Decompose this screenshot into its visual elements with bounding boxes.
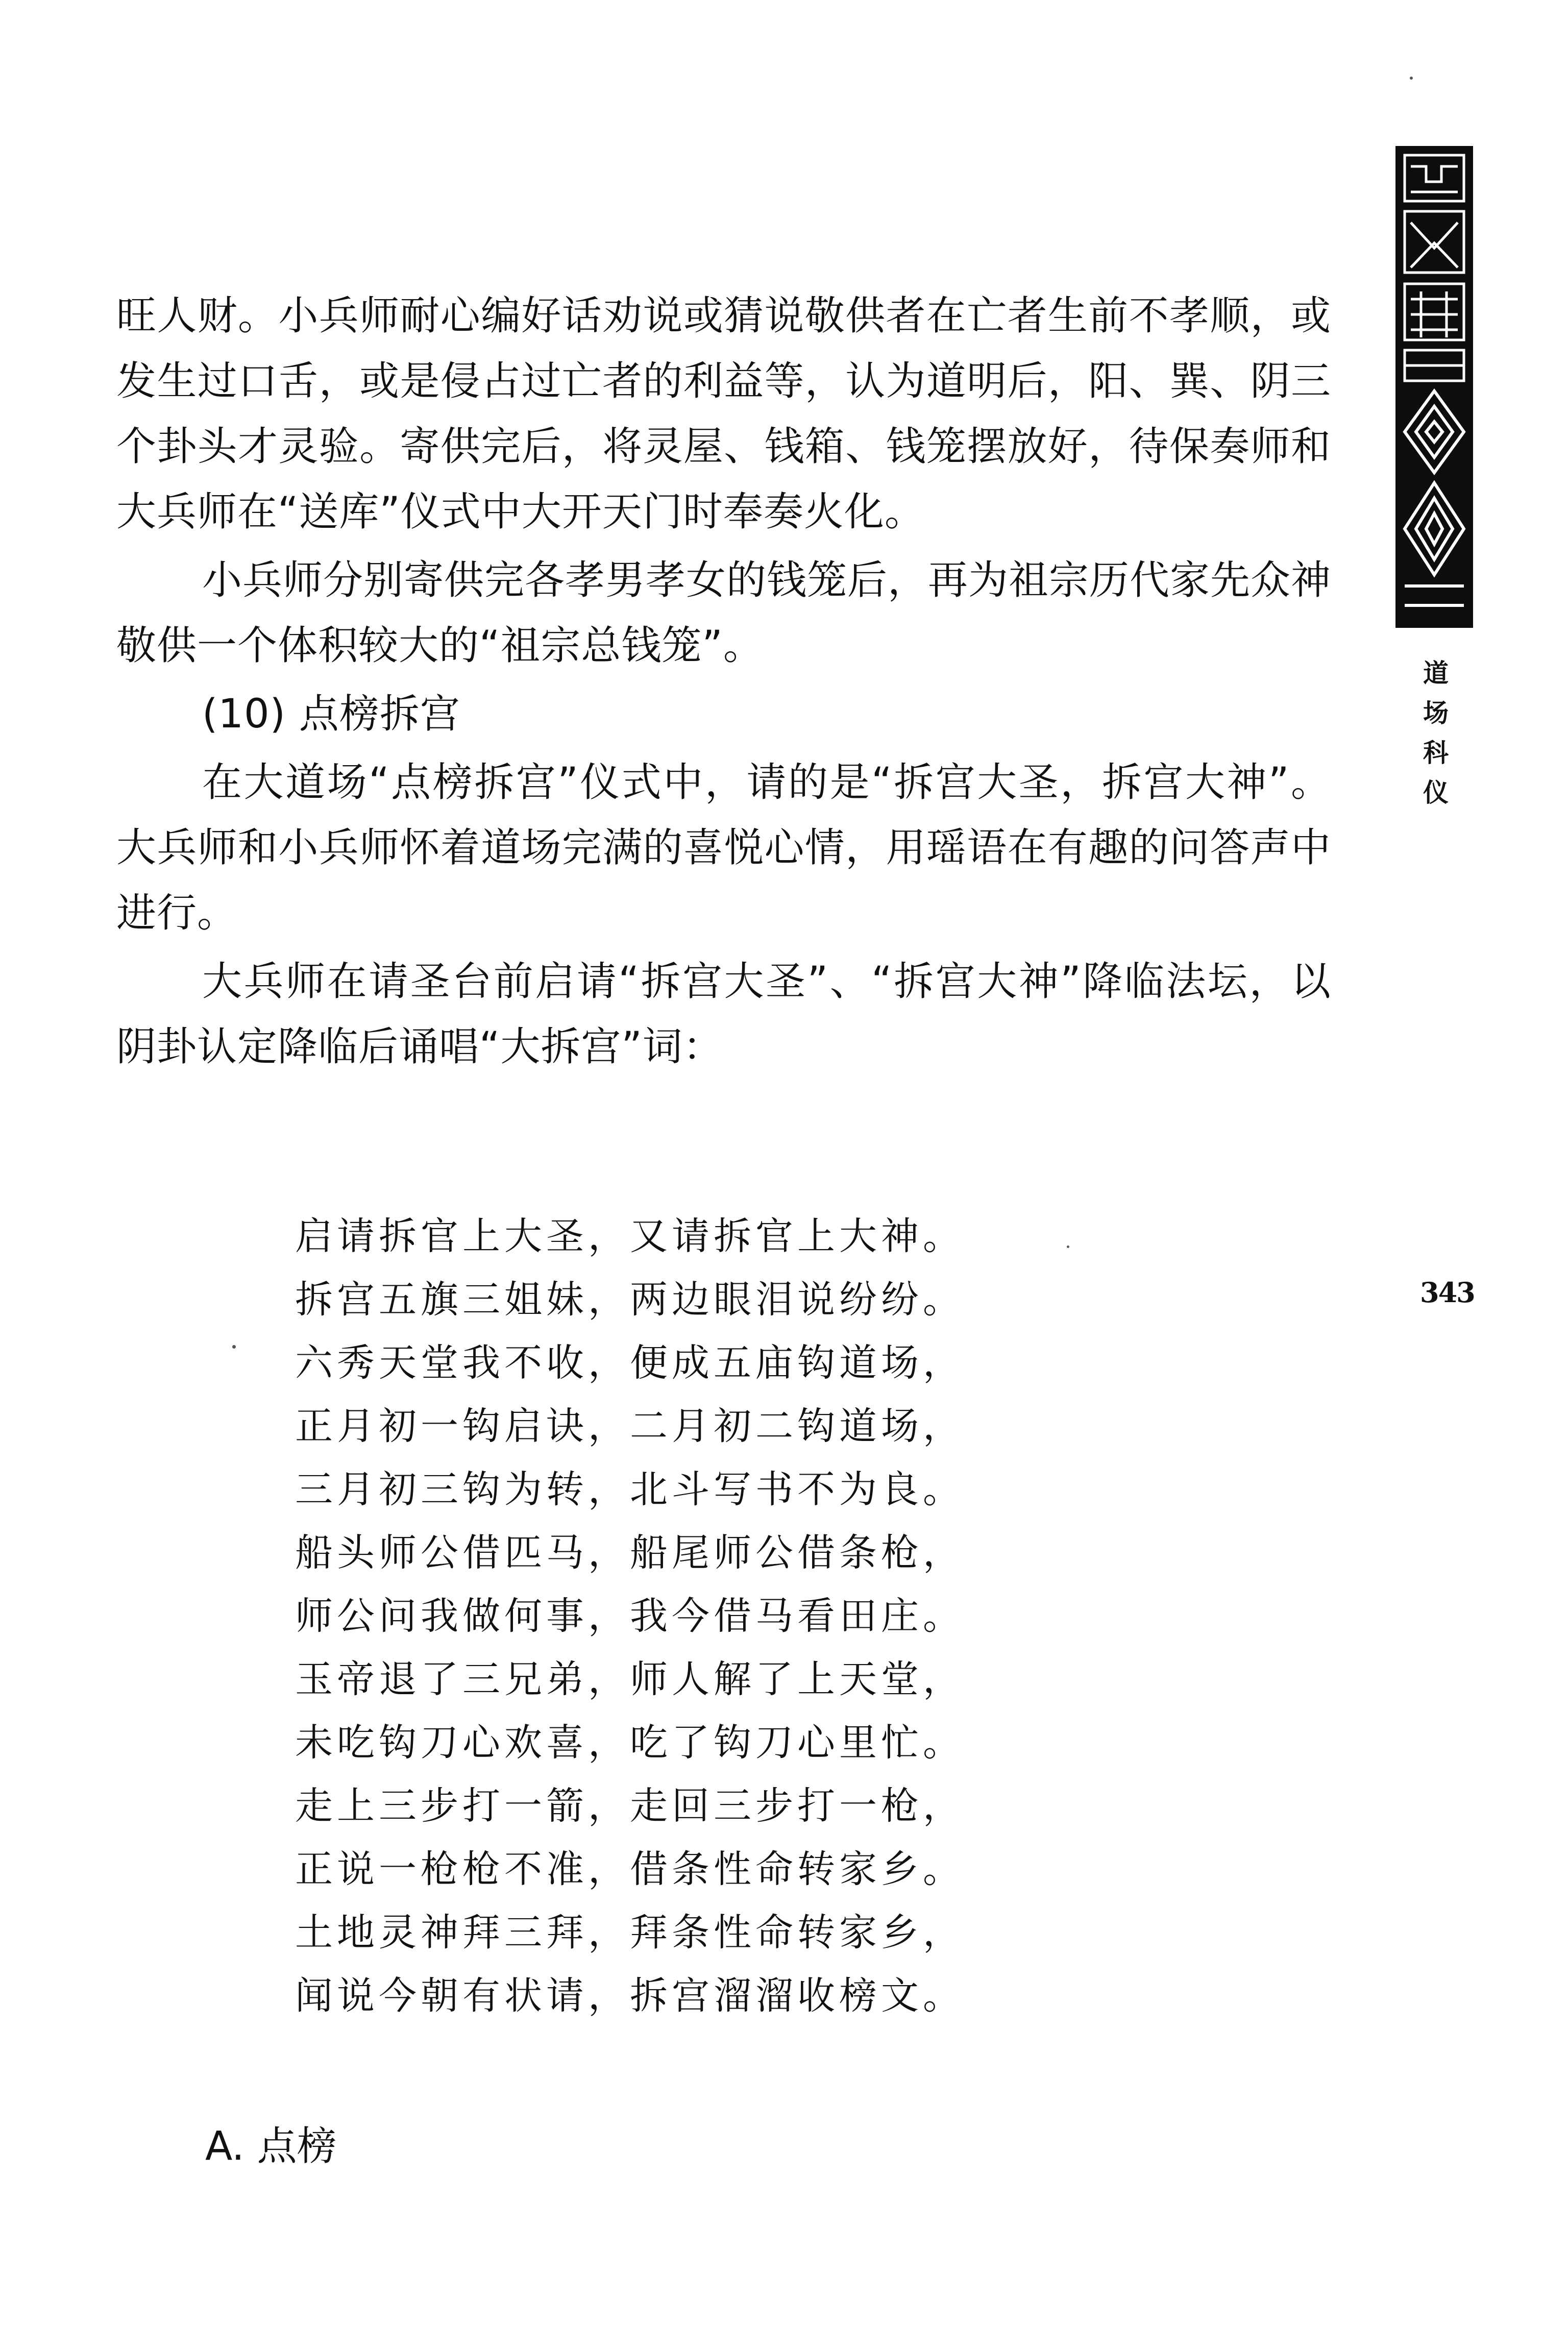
subsection-heading: A. 点榜 (205, 2123, 337, 2169)
section-label-char: 科 (1423, 738, 1449, 768)
scan-speck (232, 1345, 236, 1349)
verse-line: 师公问我做何事，我今借马看田庄。 (295, 1594, 965, 1638)
scan-speck (1410, 77, 1413, 80)
page-number: 343 (1420, 1276, 1475, 1309)
verse-block (295, 1205, 1163, 2027)
verse-line: 闻说今朝有状请，拆宫溜溜收榜文。 (295, 1974, 965, 2018)
decorative-pattern-tab (1395, 146, 1473, 628)
verse-line: 三月初三钩为转，北斗写书不为良。 (295, 1468, 965, 1511)
verse-line: 拆宫五旗三姐妹，两边眼泪说纷纷。 (295, 1278, 965, 1322)
paragraph: 小兵师分别寄供完各孝男孝女的钱笼后，再为祖宗历代家先众神敬供一个体积较大的“祖宗总钱笼”。 (116, 557, 1332, 669)
section-label-vertical (1418, 653, 1454, 813)
section-label-char: 仪 (1423, 777, 1449, 808)
scan-speck (1067, 1245, 1069, 1248)
section-label-char: 道 (1423, 658, 1449, 688)
section-label-char: 场 (1423, 698, 1449, 728)
section-heading: (10) 点榜拆宫 (202, 691, 460, 737)
verse-line: 未吃钩刀心欢喜，吃了钩刀心里忙。 (295, 1721, 965, 1765)
paragraph: 大兵师在请圣台前启请“拆宫大圣”、“拆宫大神”降临法坛，以阴卦认定降临后诵唱“大拆宫”词： (116, 959, 1331, 1070)
paragraph: 在大道场“点榜拆宫”仪式中，请的是“拆宫大圣，拆宫大神”。大兵师和小兵师怀着道场完满的喜悦心情，用瑶语在有趣的问答声中进行。 (116, 760, 1331, 936)
verse-line: 玉帝退了三兄弟，师人解了上天堂， (295, 1657, 965, 1701)
verse-line: 启请拆官上大圣，又请拆官上大神。 (295, 1214, 965, 1258)
verse-line: 六秀天堂我不收，便成五庙钩道场， (295, 1341, 965, 1385)
paragraph: 旺人财。小兵师耐心编好话劝说或猜说敬供者在亡者生前不孝顺，或发生过口舌，或是侵占过亡者的利益等，认为道明后，阳、巽、阴三个卦头才灵验。寄供完后，将灵屋、钱箱、钱笼摆放好，待保奏师和大兵师在“送库”仪式中大开天门时奉奏火化。 (116, 293, 1331, 535)
verse-line: 土地灵神拜三拜，拜条性命转家乡， (295, 1911, 965, 1954)
body-text (116, 283, 1331, 1080)
verse-line: 正月初一钩启诀，二月初二钩道场， (295, 1404, 965, 1448)
ornament-icon (1395, 146, 1473, 628)
verse-line: 走上三步打一箭，走回三步打一枪， (295, 1784, 965, 1828)
verse-line: 正说一枪枪不准，借条性命转家乡。 (295, 1847, 965, 1891)
verse-line: 船头师公借匹马，船尾师公借条枪， (295, 1531, 965, 1575)
